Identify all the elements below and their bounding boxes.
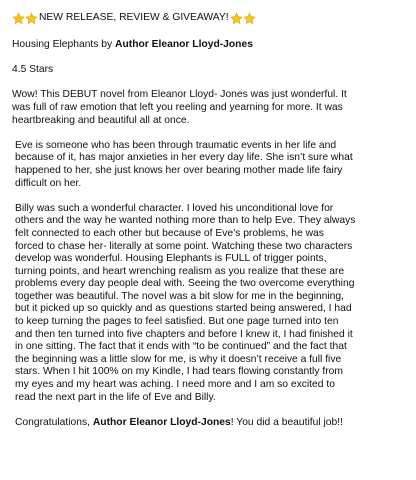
review-paragraph-billy [12, 203, 410, 405]
text-line: together was beautiful. The novel was a bit slow for me in the beginning, [15, 290, 344, 302]
text-line: my eyes and my heart was aching. I need more and I am so excited to [15, 379, 335, 391]
text-line: to keep turning the pages to feel satisfied. But one page turned into ten [15, 316, 339, 328]
text-line: Billy was such a wonderful character. I loved his unconditional love for [15, 202, 334, 214]
text-line: the beginning was a little slow for me, is why it doesn’t receive a full five [15, 353, 342, 365]
text-line: stars. When I hit 100% on my Kindle, I had tears flowing constantly from [15, 366, 343, 378]
text-line: felt connected to each other but because of Eve’s problems, he was [15, 227, 324, 239]
text-line: problems every day people deal with. Seeing the two overcome everything [15, 278, 355, 290]
text-line: because of it, has major anxieties in her every day life. She isn’t sure what [15, 152, 353, 164]
text-line: difficult on her. [15, 177, 82, 189]
text-line: heartbreaking and beautiful all at once. [12, 114, 190, 126]
closing-prefix: Congratulations, [15, 416, 93, 428]
text-line: in one sitting. The fact that it ends with “to be continued” and the fact that [15, 341, 347, 353]
text-line: happened to her, she just knows her over bearing mother made life fairy [15, 164, 343, 176]
text-line: develop was wonderful. Housing Elephants is FULL of trigger points, [15, 253, 327, 265]
star-icon [243, 12, 256, 25]
closing-author: Author Eleanor Lloyd-Jones [92, 416, 231, 428]
text-line: forced to chase her- literally at some point. Watching these two characters [15, 240, 353, 252]
review-post [12, 11, 410, 442]
star-icon [25, 12, 38, 25]
post-title-line [12, 11, 410, 25]
text-line: but it picked up so quickly and as questions started being answered, I had [15, 303, 352, 315]
book-author: Author Eleanor Lloyd-Jones [115, 39, 253, 50]
text-line: others and the way he wanted nothing more than to help Eve. They always [15, 215, 356, 227]
closing-suffix: ! You did a beautiful job!! [230, 416, 343, 428]
review-paragraph-eve [12, 140, 410, 190]
text-line: read the next part in the life of Eve and Billy. [15, 391, 216, 403]
closing-line [12, 417, 410, 430]
post-title: NEW RELEASE, REVIEW & GIVEAWAY! [39, 11, 229, 23]
text-line: was full of raw emotion that left you reeling and yearning for more. It was [12, 101, 343, 113]
star-icon [230, 12, 243, 25]
rating-text: 4.5 Stars [12, 64, 54, 76]
text-line: and then ten turned into five chapters and before I knew it, I had finished it [15, 328, 353, 340]
book-title: Housing Elephants by [12, 39, 116, 50]
review-paragraph-intro [12, 89, 410, 127]
book-line [12, 39, 410, 52]
text-line: turning points, and heart wrenching realism as you realize that these are [15, 265, 345, 277]
star-icon [12, 12, 25, 25]
text-line: Wow! This DEBUT novel from Eleanor Lloyd- Jones was just wonderful. It [12, 89, 347, 101]
text-line: Eve is someone who has been through traumatic events in her life and [15, 139, 337, 151]
